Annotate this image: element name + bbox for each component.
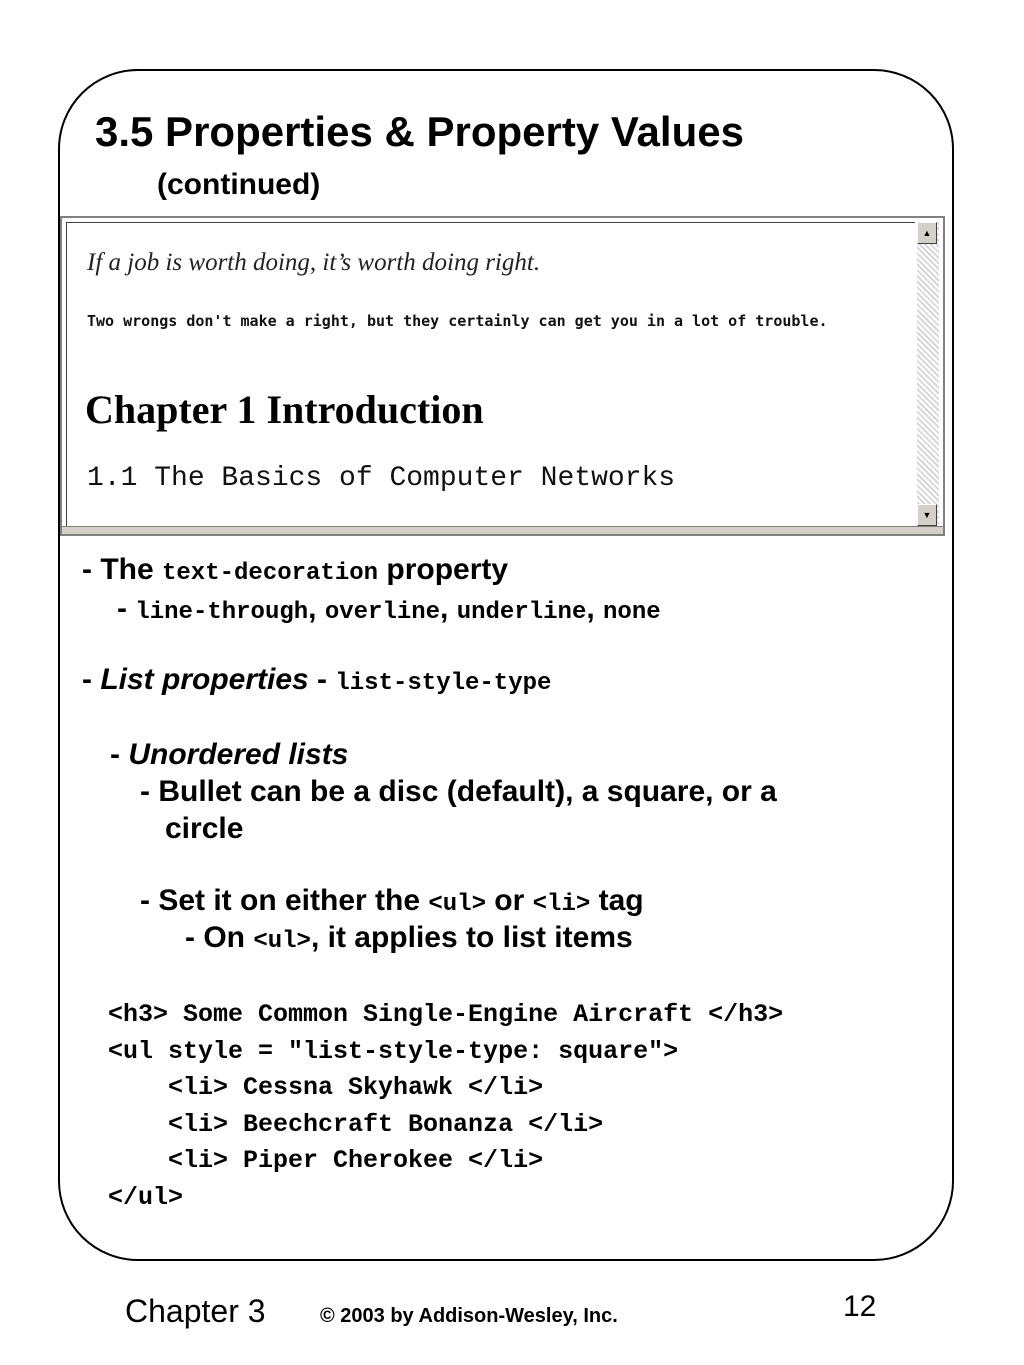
text: , <box>308 592 325 625</box>
browser-subheading: 1.1 The Basics of Computer Networks <box>87 463 676 494</box>
bullet-line: - Bullet can be a disc (default), a square, or a <box>140 775 777 808</box>
scroll-up-arrow-icon[interactable]: ▲ <box>917 222 937 244</box>
text: - <box>308 663 336 696</box>
status-bar <box>62 526 943 534</box>
browser-content <box>66 222 915 526</box>
bullet-line-continued: circle <box>165 812 244 845</box>
text: - <box>82 663 101 696</box>
code-example <box>108 997 783 1216</box>
code-text: underline <box>456 599 587 626</box>
text-decoration-values <box>117 592 661 626</box>
text: , <box>440 592 457 625</box>
unordered-lists-line <box>110 738 348 772</box>
text-decoration-line <box>82 553 508 587</box>
code-text: overline <box>324 599 441 626</box>
code-line: <li> Beechcraft Bonanza </li> <box>108 1109 604 1139</box>
code-text: text-decoration <box>162 560 379 587</box>
text: - On <box>185 921 254 954</box>
text: - The <box>82 553 162 586</box>
code-line: <li> Cessna Skyhawk </li> <box>108 1073 544 1102</box>
code-text: none <box>603 599 661 626</box>
code-line: <li> Piper Cherokee </li> <box>108 1146 544 1175</box>
list-properties-line <box>82 663 551 697</box>
footer-chapter: Chapter 3 <box>125 1293 266 1329</box>
code-text: <ul> <box>428 891 486 918</box>
text: - Set it on either the <box>140 884 429 917</box>
text: , it applies to list items <box>310 921 633 954</box>
text: , <box>586 592 604 625</box>
browser-screenshot <box>60 216 945 536</box>
scroll-down-arrow-icon[interactable]: ▼ <box>917 504 937 526</box>
page-number: 12 <box>843 1290 877 1323</box>
browser-monospace-text: Two wrongs don't make a right, but they certainly can get you in a lot of trouble. <box>87 312 828 330</box>
text: property <box>378 553 509 586</box>
text: tag <box>590 884 644 917</box>
italic-text: Unordered lists <box>128 738 349 771</box>
code-text: <ul> <box>253 928 311 955</box>
text: or <box>485 884 533 917</box>
set-tag-line <box>140 884 644 918</box>
code-text: <li> <box>532 891 591 918</box>
code-line: </ul> <box>108 1182 184 1212</box>
footer-copyright: © 2003 by Addison-Wesley, Inc. <box>320 1305 618 1327</box>
text: - <box>117 592 136 625</box>
browser-heading: Chapter 1 Introduction <box>85 387 484 432</box>
on-ul-line <box>185 921 633 955</box>
italic-text: List properties <box>100 663 309 696</box>
code-line: <ul style = "list-style-type: square"> <box>108 1036 679 1066</box>
code-line: <h3> Some Common Single-Engine Aircraft </h3> <box>108 1000 784 1029</box>
slide-subtitle: (continued) <box>157 168 321 201</box>
code-text: line-through <box>135 599 309 626</box>
code-text: list-style-type <box>335 670 552 697</box>
vertical-scrollbar[interactable] <box>917 222 939 526</box>
slide-title: 3.5 Properties & Property Values <box>95 108 744 155</box>
browser-italic-text: If a job is worth doing, it’s worth doing right. <box>87 249 541 276</box>
text: - <box>110 738 129 771</box>
